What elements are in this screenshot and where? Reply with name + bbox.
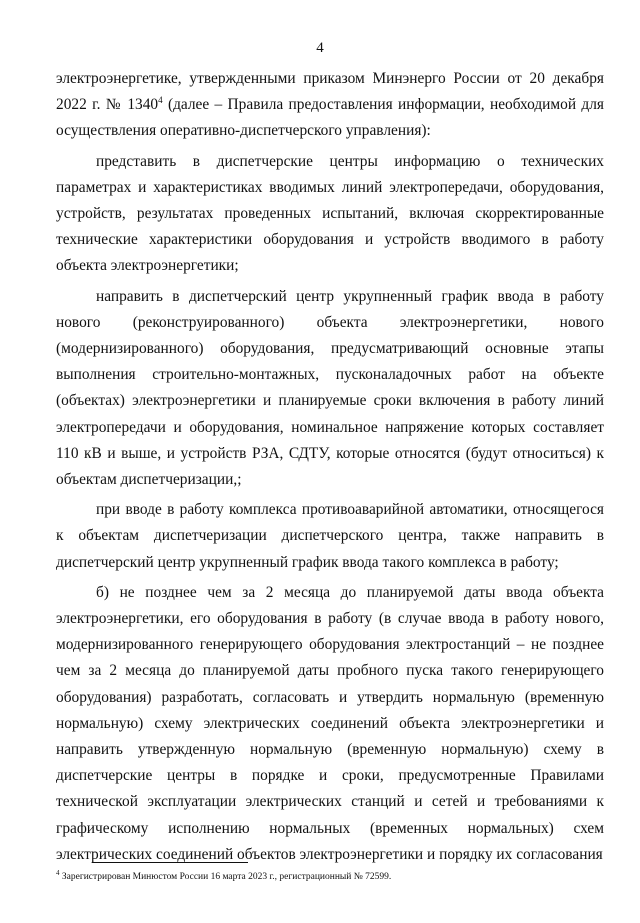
paragraph-commissioning-schedule: направить в диспетчерский центр укрупненный график ввода в работу нового (реконструированного) объекта электроэнергетики, нового (модернизированного) оборудования, предусматривающий основные этапы выполнения строительно-монтажных, пусконаладочных работ на объекте (объектах) электроэнергетики и планируемые сроки включения в работу линий электропередачи и оборудования, номинальное напряжение которых составляет 110 кВ и выше, и устройств РЗА, СДТУ, которые относятся (будут относиться) к объектам диспетчеризации,; <box>56 287 604 489</box>
paragraph-text: электроэнергетике, утвержденными приказом Минэнерго России от 20 декабря 2022 г. № 1340 <box>56 70 604 114</box>
paragraph-emergency-automation: при вводе в работу комплекса противоаварийной автоматики, относящегося к объектам диспетчеризации диспетчерского центра, также направить в диспетчерский центр укрупненный график ввода такого комплекса в работу; <box>56 501 604 571</box>
page-number: 4 <box>316 40 324 56</box>
paragraph-continuation <box>56 66 604 145</box>
document-body <box>56 66 604 868</box>
paragraph-technical-parameters: представить в диспетчерские центры информацию о технических параметрах и характеристиках вводимых линий электропередачи, оборудования, устройств, результатах проведенных испытаний, включая скорректированные технические характеристики оборудования и устройств вводимого в работу объекта электроэнергетики; <box>56 152 604 275</box>
paragraph-item-b: б) не позднее чем за 2 месяца до планируемой даты ввода объекта электроэнергетики, его оборудования в работу (в случае ввода в работу нового, модернизированного генерирующего оборудования электростанций – не позднее чем за 2 месяца до планируемой даты пробного пуска такого генерирующего оборудования) разработать, согласовать и утвердить нормальную (временную нормальную) схему электрических соединений объекта электроэнергетики и направить утвержденную нормальную (временную нормальную) схему в диспетчерские центры в порядке и сроки, предусмотренные Правилами технической эксплуатации электрических станций и сетей и требованиями к графическому исполнению нормальных (временных нормальных) схем электрических соединений объектов электроэнергетики и порядку их согласования <box>56 583 604 863</box>
paragraph-text: (далее – Правила предоставления информации, необходимой для осуществления оперативно-диспетчерского управления): <box>56 96 604 140</box>
footnote-text: Зарегистрирован Минюстом России 16 марта 2023 г., регистрационный № 72599. <box>59 872 392 882</box>
footnote-reference: 4 <box>158 95 163 106</box>
footnote-marker: 4 <box>56 868 60 877</box>
footnote-divider <box>92 862 248 863</box>
footnote <box>56 868 616 883</box>
